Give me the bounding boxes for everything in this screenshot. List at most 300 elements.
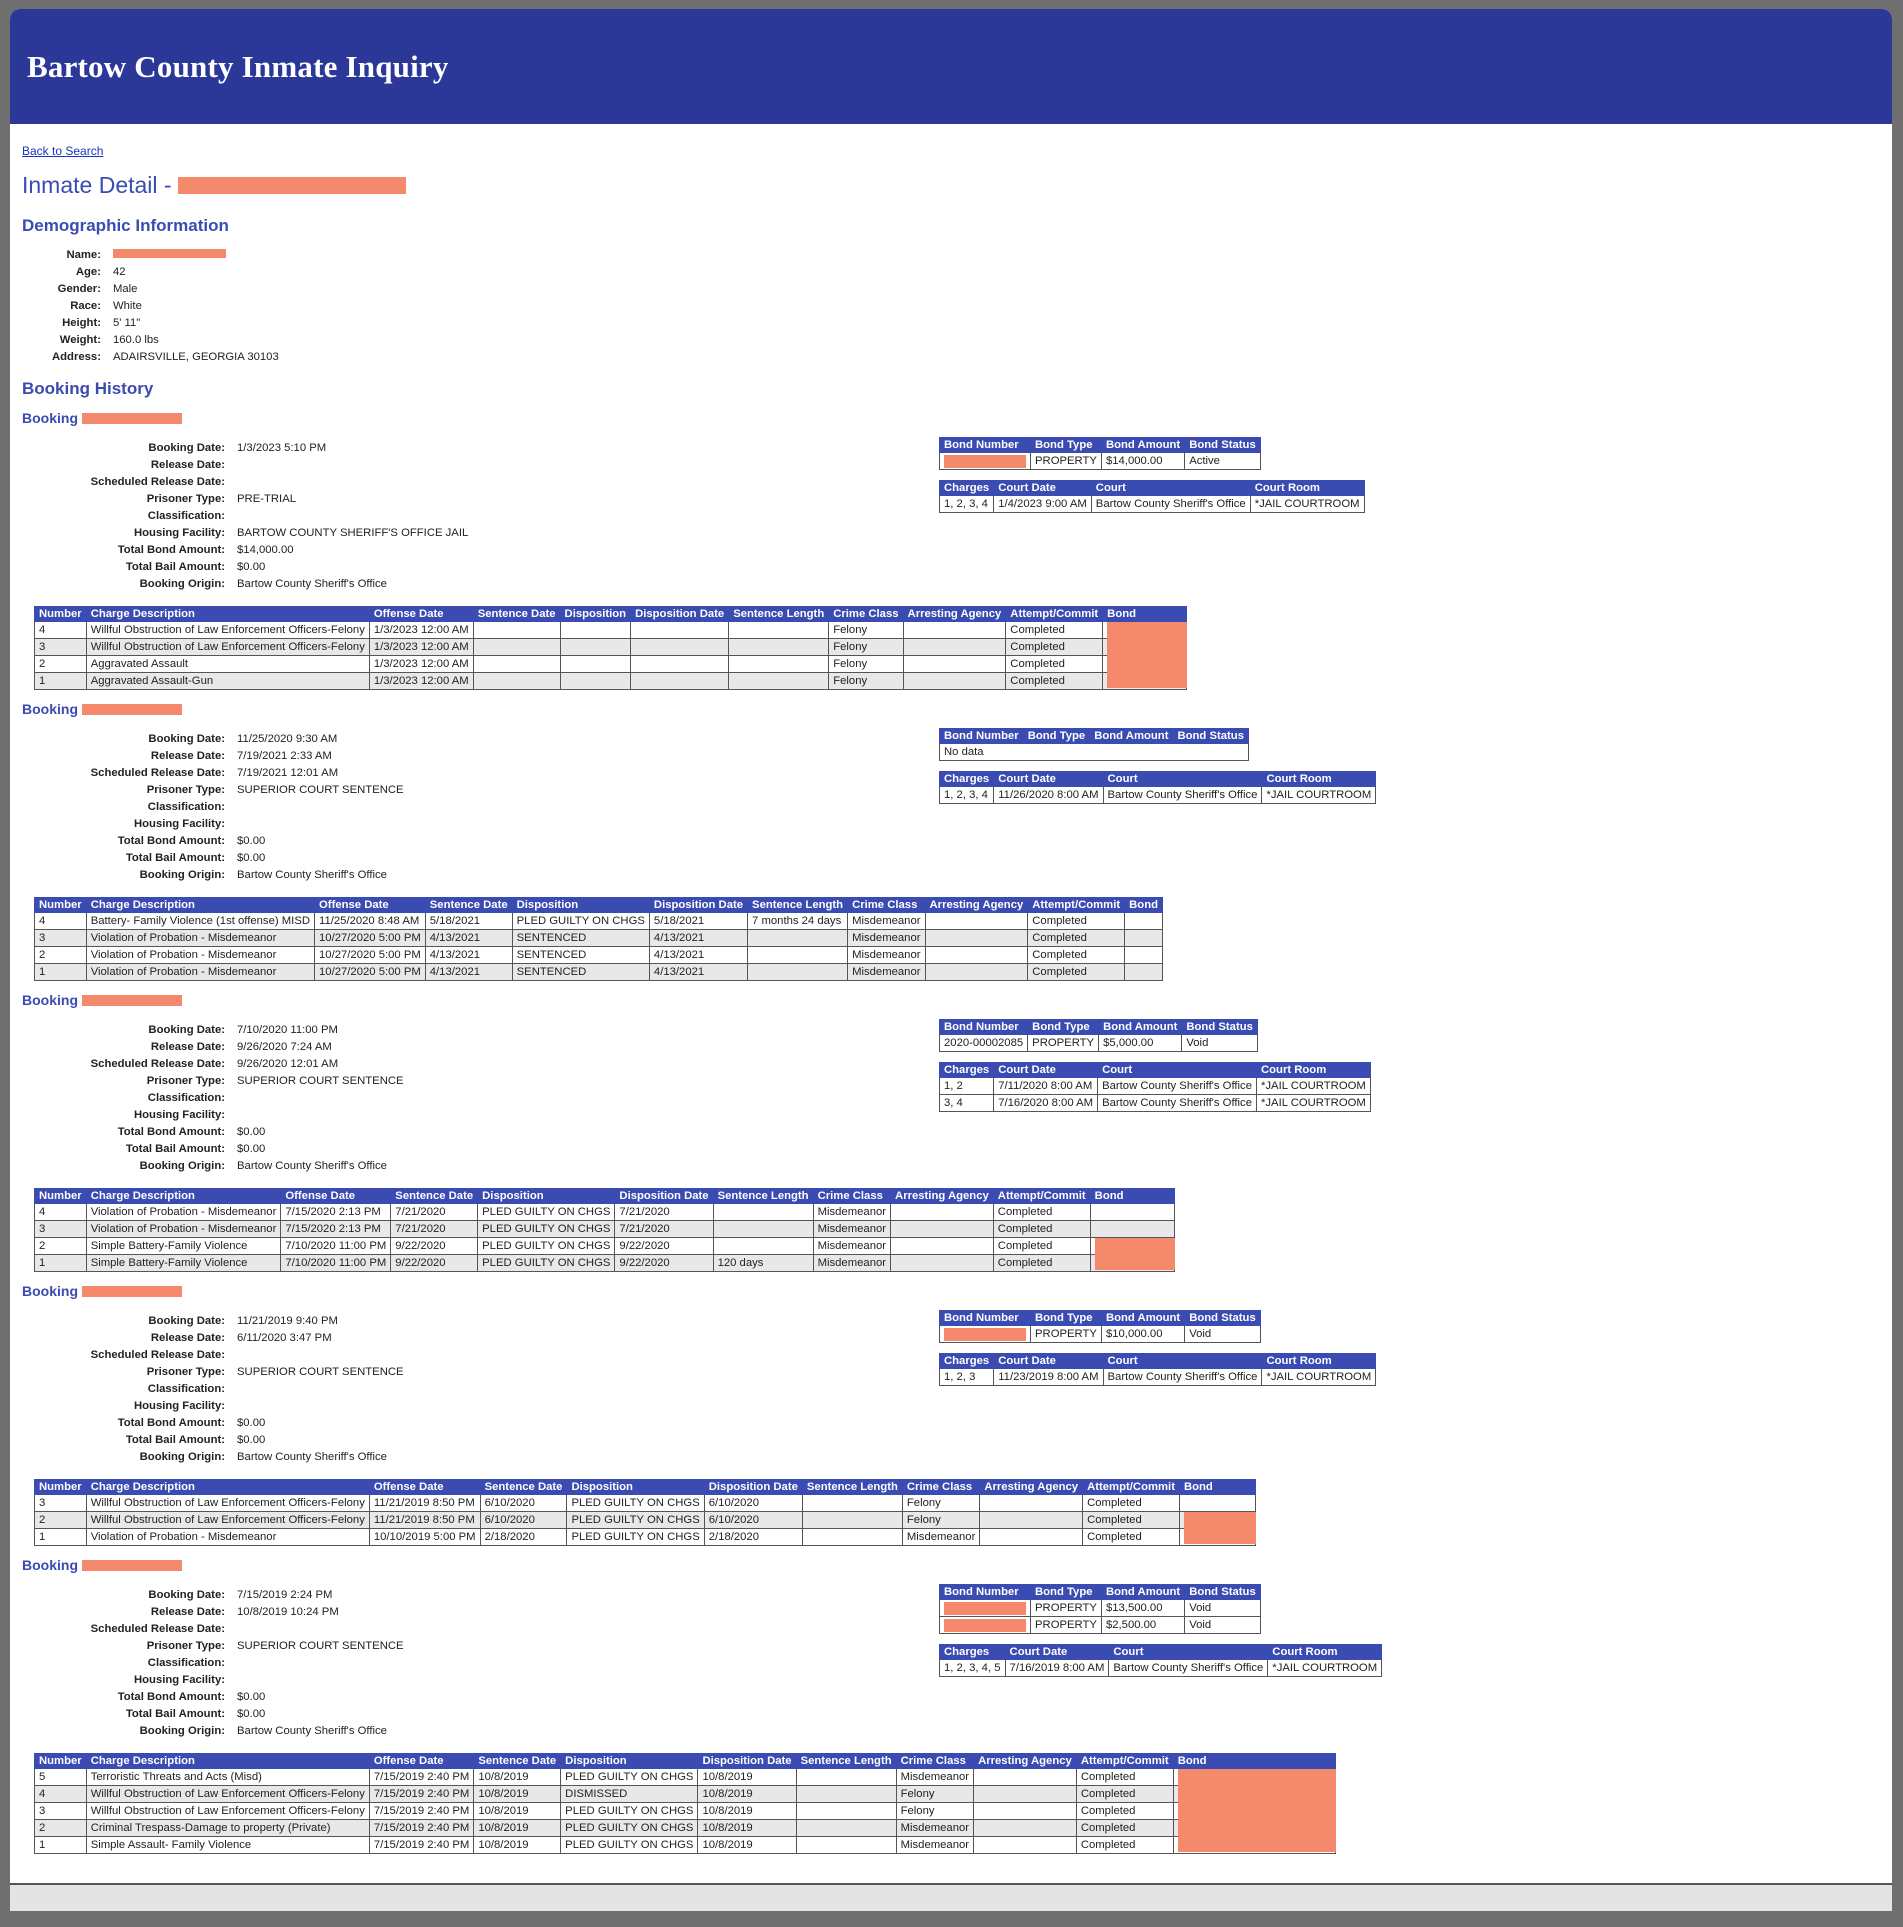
- booking-info-row: [52, 1363, 404, 1380]
- charges-header: Charge Description: [86, 1189, 281, 1204]
- booking-info-row: [52, 439, 468, 456]
- charge-cell: 1/3/2023 12:00 AM: [369, 639, 473, 656]
- booking-bond-court: [939, 1019, 1371, 1112]
- charge-cell: Completed: [1006, 639, 1103, 656]
- booking-info-value: 1/3/2023 5:10 PM: [237, 441, 327, 454]
- charge-cell: Misdemeanor: [813, 1255, 890, 1272]
- charge-cell: 7/15/2019 2:40 PM: [369, 1803, 473, 1820]
- booking-info-row: [52, 1414, 404, 1431]
- charge-cell: [980, 1512, 1083, 1529]
- court-header: Court: [1103, 1354, 1262, 1369]
- court-row: [940, 787, 1376, 804]
- booking-info-label: Total Bond Amount:: [117, 834, 225, 847]
- booking-info-row: [52, 1397, 404, 1414]
- bond-header: Bond Type: [1023, 729, 1090, 744]
- bond-header: Bond Amount: [1099, 1020, 1182, 1035]
- charge-cell: DISMISSED: [561, 1786, 698, 1803]
- charge-cell: Completed: [1076, 1769, 1173, 1786]
- charge-cell: [729, 622, 829, 639]
- charges-header: Sentence Length: [729, 607, 829, 622]
- charge-cell: 2: [35, 1238, 87, 1255]
- charge-cell: PLED GUILTY ON CHGS: [567, 1529, 704, 1546]
- charge-cell: 7/21/2020: [391, 1204, 478, 1221]
- court-table: [939, 1644, 1382, 1677]
- booking-info-value: $0.00: [237, 560, 266, 573]
- charge-cell: [713, 1204, 813, 1221]
- booking-info-label: Classification:: [147, 1091, 225, 1104]
- court-header: Court: [1103, 772, 1262, 787]
- charge-cell: 1/3/2023 12:00 AM: [369, 656, 473, 673]
- bond-cell: Void: [1182, 1035, 1258, 1052]
- charge-cell: Felony: [896, 1803, 973, 1820]
- charge-cell: [729, 656, 829, 673]
- charges-header: Disposition Date: [631, 607, 729, 622]
- charge-cell: 7/21/2020: [615, 1221, 713, 1238]
- charge-cell: 7/15/2019 2:40 PM: [369, 1820, 473, 1837]
- bond-cell: [940, 453, 1031, 470]
- booking-info-value: $0.00: [237, 1416, 266, 1429]
- charge-cell: [1179, 1512, 1255, 1529]
- court-header: Charges: [940, 772, 994, 787]
- charge-cell: 7/15/2019 2:40 PM: [369, 1786, 473, 1803]
- charge-cell: [796, 1786, 896, 1803]
- court-header-row: [940, 1354, 1376, 1369]
- charge-cell: 6/10/2020: [480, 1495, 567, 1512]
- charge-cell: 9/22/2020: [391, 1255, 478, 1272]
- bond-cell: 2020-00002085: [940, 1035, 1028, 1052]
- charge-cell: Completed: [1006, 622, 1103, 639]
- charge-cell: 9/22/2020: [615, 1238, 713, 1255]
- booking-info-value: SUPERIOR COURT SENTENCE: [237, 1639, 404, 1652]
- charge-cell: 1: [35, 1837, 87, 1854]
- court-header: Court Room: [1256, 1063, 1370, 1078]
- booking-info-row: [52, 490, 468, 507]
- booking-info-value: SUPERIOR COURT SENTENCE: [237, 783, 404, 796]
- table-row: [35, 1769, 1336, 1786]
- charge-cell: [1173, 1769, 1335, 1786]
- booking-info-row: [52, 730, 404, 747]
- charge-cell: 10/10/2019 5:00 PM: [369, 1529, 480, 1546]
- table-row: [35, 1221, 1175, 1238]
- charge-cell: 1: [35, 964, 87, 981]
- booking-info-value: Bartow County Sheriff's Office: [237, 1450, 387, 1463]
- booking-info-value: Bartow County Sheriff's Office: [237, 1159, 387, 1172]
- booking-info-row: [52, 1329, 404, 1346]
- court-header-row: [940, 1645, 1382, 1660]
- charges-header: Disposition Date: [704, 1480, 802, 1495]
- charge-cell: 5: [35, 1769, 87, 1786]
- court-cell: Bartow County Sheriff's Office: [1103, 1369, 1262, 1386]
- booking-info-value: $0.00: [237, 1142, 266, 1155]
- charge-cell: Simple Battery-Family Violence: [86, 1238, 281, 1255]
- booking-info-label: Total Bail Amount:: [125, 560, 225, 573]
- charge-cell: Willful Obstruction of Law Enforcement Officers-Felony: [86, 1803, 369, 1820]
- booking-info-row: [52, 507, 468, 524]
- booking-info-label: Prisoner Type:: [146, 1074, 225, 1087]
- booking-info-label: Housing Facility:: [133, 1108, 225, 1121]
- charge-cell: Misdemeanor: [848, 964, 925, 981]
- charge-cell: 7 months 24 days: [748, 913, 848, 930]
- bond-row: [940, 1326, 1261, 1343]
- bond-table: [939, 437, 1261, 470]
- charge-cell: [560, 639, 631, 656]
- charge-cell: [802, 1529, 902, 1546]
- booking-info-label: Total Bond Amount:: [117, 1690, 225, 1703]
- booking-info-label: Housing Facility:: [133, 1673, 225, 1686]
- demographic-value: White: [112, 299, 142, 312]
- booking-info-row: [52, 1089, 404, 1106]
- table-row: [35, 913, 1163, 930]
- bond-cell: PROPERTY: [1031, 1617, 1102, 1634]
- charges-header: Offense Date: [369, 1480, 480, 1495]
- court-cell: 1, 2, 3: [940, 1369, 994, 1386]
- court-cell: 7/16/2020 8:00 AM: [994, 1095, 1098, 1112]
- charge-cell: [748, 930, 848, 947]
- charge-cell: [473, 673, 560, 690]
- charge-cell: [802, 1512, 902, 1529]
- bond-cell: $10,000.00: [1101, 1326, 1184, 1343]
- charges-header: Bond: [1090, 1189, 1174, 1204]
- booking-info-row: [52, 1688, 404, 1705]
- charge-cell: 6/10/2020: [704, 1512, 802, 1529]
- booking-info-row: [52, 541, 468, 558]
- booking-bond-court: [939, 437, 1365, 513]
- booking-info-row: [52, 1346, 404, 1363]
- bond-cell: [940, 1326, 1031, 1343]
- charge-cell: 11/21/2019 8:50 PM: [369, 1495, 480, 1512]
- court-header: Court Room: [1268, 1645, 1382, 1660]
- booking-info-value: [237, 1106, 404, 1123]
- charge-cell: Willful Obstruction of Law Enforcement Officers-Felony: [86, 639, 369, 656]
- demographic-row: [52, 314, 279, 331]
- charges-header: Sentence Length: [802, 1480, 902, 1495]
- booking-info-value: [237, 473, 468, 490]
- charge-cell: 2: [35, 1512, 87, 1529]
- booking-info-row: [52, 1140, 404, 1157]
- bond-cell: [940, 1617, 1031, 1634]
- table-row: [35, 1238, 1175, 1255]
- redacted-bond-ids: [1178, 1769, 1336, 1852]
- charge-cell: Battery- Family Violence (1st offense) MISD: [86, 913, 314, 930]
- booking-info-row: [52, 575, 468, 592]
- charges-header: Attempt/Commit: [1028, 898, 1125, 913]
- redacted-bond-number: [944, 1619, 1026, 1632]
- bond-header: Bond Status: [1185, 1311, 1261, 1326]
- charges-header: Crime Class: [848, 898, 925, 913]
- booking-info-label: Booking Date:: [148, 1588, 225, 1601]
- court-table: [939, 1353, 1376, 1386]
- demographic-row: [52, 246, 279, 263]
- court-header: Charges: [940, 1354, 994, 1369]
- charge-cell: 2/18/2020: [704, 1529, 802, 1546]
- charge-cell: [903, 622, 1006, 639]
- charges-header: Attempt/Commit: [1076, 1754, 1173, 1769]
- booking-info-label: Release Date:: [150, 1605, 225, 1618]
- charge-cell: PLED GUILTY ON CHGS: [567, 1512, 704, 1529]
- charge-cell: 4: [35, 1786, 87, 1803]
- court-header-row: [940, 481, 1365, 496]
- charges-header: Number: [35, 607, 87, 622]
- booking-info-label: Prisoner Type:: [146, 492, 225, 505]
- charge-cell: [1103, 622, 1187, 639]
- charges-header: Crime Class: [896, 1754, 973, 1769]
- demographic-row: [52, 280, 279, 297]
- booking-info-row: [52, 456, 468, 473]
- charge-cell: 7/21/2020: [615, 1204, 713, 1221]
- charge-cell: [925, 930, 1028, 947]
- charge-cell: [1090, 1238, 1174, 1255]
- charge-cell: 7/15/2020 2:13 PM: [281, 1204, 391, 1221]
- charges-header: Charge Description: [86, 1480, 369, 1495]
- table-row: [35, 964, 1163, 981]
- charges-header-row: [35, 1754, 1336, 1769]
- charge-cell: [925, 913, 1028, 930]
- redacted-bond-number: [944, 455, 1026, 468]
- charge-cell: Completed: [1076, 1837, 1173, 1854]
- charge-cell: [1179, 1495, 1255, 1512]
- court-cell: *JAIL COURTROOM: [1256, 1078, 1370, 1095]
- charge-cell: Violation of Probation - Misdemeanor: [86, 947, 314, 964]
- bond-header: Bond Status: [1185, 438, 1261, 453]
- charges-header: Arresting Agency: [980, 1480, 1083, 1495]
- court-cell: 1/4/2023 9:00 AM: [994, 496, 1092, 513]
- bond-cell: $13,500.00: [1101, 1600, 1184, 1617]
- charge-cell: Willful Obstruction of Law Enforcement Officers-Felony: [86, 1512, 369, 1529]
- booking-label: Booking: [22, 1557, 78, 1573]
- bond-header-row: [940, 438, 1261, 453]
- booking-info-label: Booking Origin:: [139, 1159, 225, 1172]
- booking-info-label: Release Date:: [150, 1331, 225, 1344]
- bond-cell: [940, 1600, 1031, 1617]
- booking-info-label: Release Date:: [150, 749, 225, 762]
- charge-cell: 10/8/2019: [698, 1820, 796, 1837]
- court-cell: *JAIL COURTROOM: [1262, 787, 1376, 804]
- charge-cell: [796, 1820, 896, 1837]
- booking-info-value: SUPERIOR COURT SENTENCE: [237, 1074, 404, 1087]
- charge-cell: 7/15/2020 2:13 PM: [281, 1221, 391, 1238]
- charge-cell: 1/3/2023 12:00 AM: [369, 622, 473, 639]
- horizontal-scrollbar[interactable]: [10, 1883, 1892, 1911]
- booking-info-row: [52, 1106, 404, 1123]
- court-header: Court Room: [1262, 1354, 1376, 1369]
- charge-cell: Violation of Probation - Misdemeanor: [86, 930, 314, 947]
- booking-info-row: [52, 849, 404, 866]
- charge-cell: 4/13/2021: [425, 930, 512, 947]
- charges-header: Disposition Date: [649, 898, 747, 913]
- charge-cell: Misdemeanor: [848, 913, 925, 930]
- court-header: Court: [1091, 481, 1250, 496]
- bond-cell: Active: [1185, 453, 1261, 470]
- booking-info-row: [52, 1123, 404, 1140]
- charge-cell: Misdemeanor: [813, 1204, 890, 1221]
- charge-cell: [925, 964, 1028, 981]
- court-cell: 1, 2, 3, 4, 5: [940, 1660, 1006, 1677]
- charge-cell: [1125, 964, 1163, 981]
- booking-info-label: Prisoner Type:: [146, 783, 225, 796]
- charge-cell: 4/13/2021: [649, 964, 747, 981]
- charge-cell: Misdemeanor: [813, 1238, 890, 1255]
- charge-cell: 9/22/2020: [615, 1255, 713, 1272]
- charge-cell: 7/15/2019 2:40 PM: [369, 1837, 473, 1854]
- booking-heading: [22, 1556, 1880, 1574]
- court-header: Court Room: [1250, 481, 1364, 496]
- charge-cell: 3: [35, 639, 87, 656]
- charge-cell: 7/10/2020 11:00 PM: [281, 1255, 391, 1272]
- booking-info-row: [52, 524, 468, 541]
- booking-record: [22, 409, 1880, 690]
- booking-info-label: Housing Facility:: [133, 817, 225, 830]
- charge-cell: 5/18/2021: [649, 913, 747, 930]
- booking-info-table: [52, 1312, 404, 1465]
- table-row: [35, 1255, 1175, 1272]
- booking-info-value: 9/26/2020 12:01 AM: [237, 1057, 339, 1070]
- court-cell: *JAIL COURTROOM: [1268, 1660, 1382, 1677]
- demographic-row: [52, 263, 279, 280]
- court-header: Court: [1098, 1063, 1257, 1078]
- charges-header: Offense Date: [281, 1189, 391, 1204]
- charges-header: Disposition: [567, 1480, 704, 1495]
- redacted-name-value: [113, 249, 226, 258]
- booking-info-label: Booking Origin:: [139, 1450, 225, 1463]
- charge-cell: 10/27/2020 5:00 PM: [315, 947, 426, 964]
- booking-info-value: $0.00: [237, 1690, 266, 1703]
- booking-info-value: $0.00: [237, 851, 266, 864]
- back-to-search-link[interactable]: Back to Search: [22, 144, 104, 158]
- charge-cell: Violation of Probation - Misdemeanor: [86, 1204, 281, 1221]
- charge-cell: Violation of Probation - Misdemeanor: [86, 1221, 281, 1238]
- booking-info-value: [237, 507, 468, 524]
- charge-cell: Completed: [1006, 673, 1103, 690]
- booking-info-value: [237, 1397, 404, 1414]
- charge-cell: PLED GUILTY ON CHGS: [561, 1837, 698, 1854]
- booking-info-label: Booking Origin:: [139, 868, 225, 881]
- charge-cell: Completed: [1076, 1786, 1173, 1803]
- charge-cell: 10/8/2019: [698, 1803, 796, 1820]
- charges-header: Sentence Length: [713, 1189, 813, 1204]
- charges-header: Arresting Agency: [891, 1189, 994, 1204]
- court-cell: 1, 2, 3, 4: [940, 787, 994, 804]
- booking-info-label: Housing Facility:: [133, 1399, 225, 1412]
- court-header: Court Date: [994, 1354, 1103, 1369]
- charge-cell: 6/10/2020: [704, 1495, 802, 1512]
- booking-info-label: Classification:: [147, 1382, 225, 1395]
- bond-cell: Void: [1185, 1600, 1261, 1617]
- bond-header: Bond Amount: [1101, 1585, 1184, 1600]
- bond-table: [939, 1019, 1258, 1052]
- booking-info-label: Booking Date:: [148, 441, 225, 454]
- court-row: [940, 1078, 1371, 1095]
- charges-header: Attempt/Commit: [993, 1189, 1090, 1204]
- charge-cell: PLED GUILTY ON CHGS: [478, 1204, 615, 1221]
- court-cell: Bartow County Sheriff's Office: [1098, 1078, 1257, 1095]
- charge-cell: [1125, 947, 1163, 964]
- booking-info-label: Total Bail Amount:: [125, 1142, 225, 1155]
- charges-header-row: [35, 1480, 1256, 1495]
- bond-header: Bond Amount: [1101, 1311, 1184, 1326]
- booking-info-value: [237, 1671, 404, 1688]
- charge-cell: 11/21/2019 8:50 PM: [369, 1512, 480, 1529]
- bond-header: Bond Number: [940, 438, 1031, 453]
- charge-cell: Completed: [1076, 1820, 1173, 1837]
- charges-header: Sentence Length: [748, 898, 848, 913]
- table-row: [35, 1803, 1336, 1820]
- booking-info-label: Classification:: [147, 509, 225, 522]
- court-cell: Bartow County Sheriff's Office: [1098, 1095, 1257, 1112]
- charge-cell: [473, 656, 560, 673]
- booking-info-value: $14,000.00: [237, 543, 294, 556]
- booking-label: Booking: [22, 701, 78, 717]
- charge-cell: 10/8/2019: [474, 1786, 561, 1803]
- bond-cell: $2,500.00: [1101, 1617, 1184, 1634]
- bond-cell: PROPERTY: [1031, 453, 1102, 470]
- charge-cell: 9/22/2020: [391, 1238, 478, 1255]
- charges-header: Arresting Agency: [903, 607, 1006, 622]
- booking-bond-court: [939, 1584, 1382, 1677]
- booking-info-row: [52, 1586, 404, 1603]
- booking-info-value: 7/19/2021 12:01 AM: [237, 766, 339, 779]
- header-banner: [10, 9, 1892, 124]
- charge-cell: 4: [35, 1204, 87, 1221]
- booking-info-row: [52, 866, 404, 883]
- charge-cell: [631, 639, 729, 656]
- charge-cell: 4: [35, 913, 87, 930]
- charges-header: Charge Description: [86, 1754, 369, 1769]
- charges-header: Number: [35, 898, 87, 913]
- charge-cell: Misdemeanor: [848, 930, 925, 947]
- booking-info-label: Total Bond Amount:: [117, 1125, 225, 1138]
- charge-cell: [903, 656, 1006, 673]
- charge-cell: Felony: [896, 1786, 973, 1803]
- booking-info-value: [237, 1620, 404, 1637]
- demographic-value: ADAIRSVILLE, GEORGIA 30103: [112, 350, 279, 363]
- charges-header: Bond: [1179, 1480, 1255, 1495]
- booking-record: [22, 1282, 1880, 1546]
- booking-info-label: Prisoner Type:: [146, 1365, 225, 1378]
- charge-cell: [974, 1786, 1077, 1803]
- demographic-value: 160.0 lbs: [112, 333, 159, 346]
- redacted-bond-number: [944, 1328, 1026, 1341]
- charge-cell: [903, 673, 1006, 690]
- charges-header: Offense Date: [369, 1754, 473, 1769]
- charge-cell: 10/8/2019: [474, 1769, 561, 1786]
- charge-cell: 10/27/2020 5:00 PM: [315, 930, 426, 947]
- booking-info-row: [52, 1603, 404, 1620]
- demographic-label: Weight:: [59, 333, 101, 346]
- booking-info-row: [52, 1312, 404, 1329]
- charge-cell: SENTENCED: [512, 947, 649, 964]
- charge-cell: Misdemeanor: [902, 1529, 979, 1546]
- demographic-label: Age:: [75, 265, 101, 278]
- charge-cell: Completed: [1083, 1529, 1180, 1546]
- charge-cell: [560, 673, 631, 690]
- charge-cell: SENTENCED: [512, 930, 649, 947]
- charges-header-row: [35, 1189, 1175, 1204]
- court-cell: *JAIL COURTROOM: [1262, 1369, 1376, 1386]
- table-row: [35, 1837, 1336, 1854]
- main-content: [10, 124, 1892, 1854]
- booking-heading: [22, 700, 1880, 718]
- court-cell: 11/26/2020 8:00 AM: [994, 787, 1103, 804]
- bond-row: [940, 1617, 1261, 1634]
- bond-cell: PROPERTY: [1031, 1326, 1102, 1343]
- booking-heading: [22, 991, 1880, 1009]
- table-row: [35, 1495, 1256, 1512]
- booking-info-label: Scheduled Release Date:: [90, 1057, 225, 1070]
- bond-header: Bond Amount: [1101, 438, 1184, 453]
- charge-cell: 4/13/2021: [425, 947, 512, 964]
- booking-info-table: [52, 730, 404, 883]
- charges-header: Charge Description: [86, 898, 314, 913]
